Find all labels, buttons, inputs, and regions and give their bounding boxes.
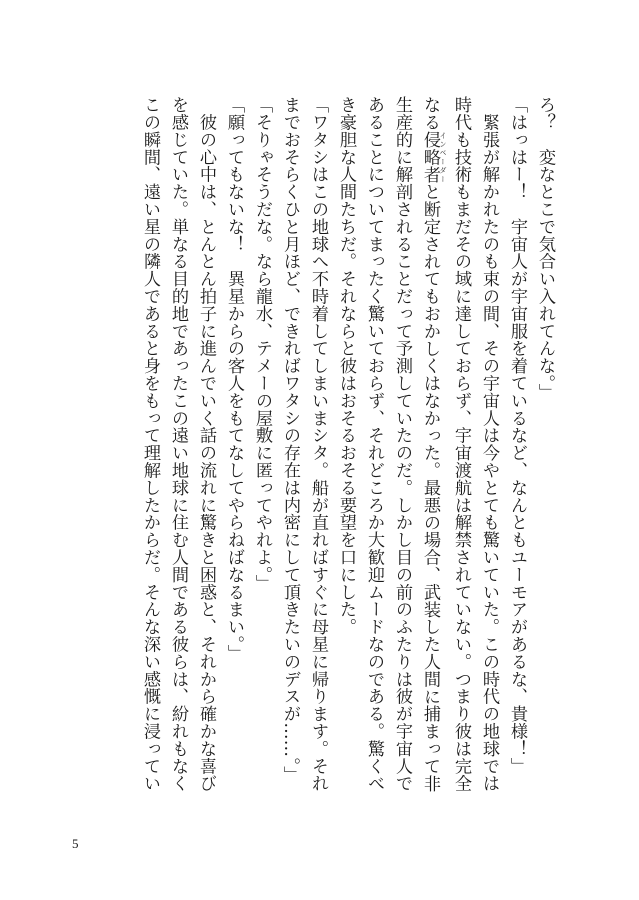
page-number: 5 [72, 836, 79, 851]
text-line: 「願ってもないな！ 異星からの客人をもてなしてやらねばなるまい。」 [224, 96, 244, 662]
ruby-line-after: と断定されてもおかしくはなかった。最悪の場合、武装した人間に捕まって非 [420, 183, 440, 793]
text-line: この瞬間、遠い星の隣人であると身をもって理解したからだ。そんな深い感慨に浸ってい [140, 96, 160, 792]
vertical-text-body [69, 96, 559, 816]
text-line: 「ワタシはこの地球へ不時着してしまいまシタ。船が直ればすぐに母星に帰ります。それ [308, 96, 328, 792]
text-line: 「そりゃそうだな。なら龍水、テメーの屋敷に匿ってやれよ。」 [252, 96, 272, 592]
text-line: を感じていた。単なる目的地であったこの遠い地球に住む人間である彼らは、紛れもなく [168, 96, 188, 792]
ruby-line-before: なる [420, 96, 440, 131]
text-line: までおそらくひと月ほど、できればワタシの存在は内密にして頂きたいのデスが……。」 [280, 96, 300, 784]
text-line-with-ruby [416, 96, 447, 816]
ruby-base: 侵略者 [420, 130, 440, 184]
ruby-word [420, 130, 447, 184]
text-line: 彼の心中は、とんとん拍子に進んでいく話の流れに驚きと困惑と、それから確かな喜び [196, 96, 216, 792]
text-line: 緊張が解かれたのも束の間、その宇宙人は今やとても驚いていた。この時代の地球では [479, 96, 499, 792]
text-line: あることについてまったく驚いておらず、それどころか大歓迎ムードなのである。驚くべ [364, 96, 384, 792]
text-line: 「はっはー！ 宇宙人が宇宙服を着ているなど、なんともユーモアがあるな、貴様！」 [507, 96, 527, 775]
text-line: ろ？ 変なとこで気合い入れてんな。」 [535, 96, 555, 401]
ruby-reading: インベーダー [439, 130, 447, 184]
text-line: 生産的に解剖されることだって予測していたのだ。しかし目の前のふたりは彼が宇宙人で [392, 96, 412, 792]
text-line: 時代も技術もまだその域に達しておらず、宇宙渡航は解禁されていない。つまり彼は完全 [451, 96, 471, 792]
text-line: き豪胆な人間たちだ。それならと彼はおそるおそる要望を口にした。 [336, 96, 356, 636]
